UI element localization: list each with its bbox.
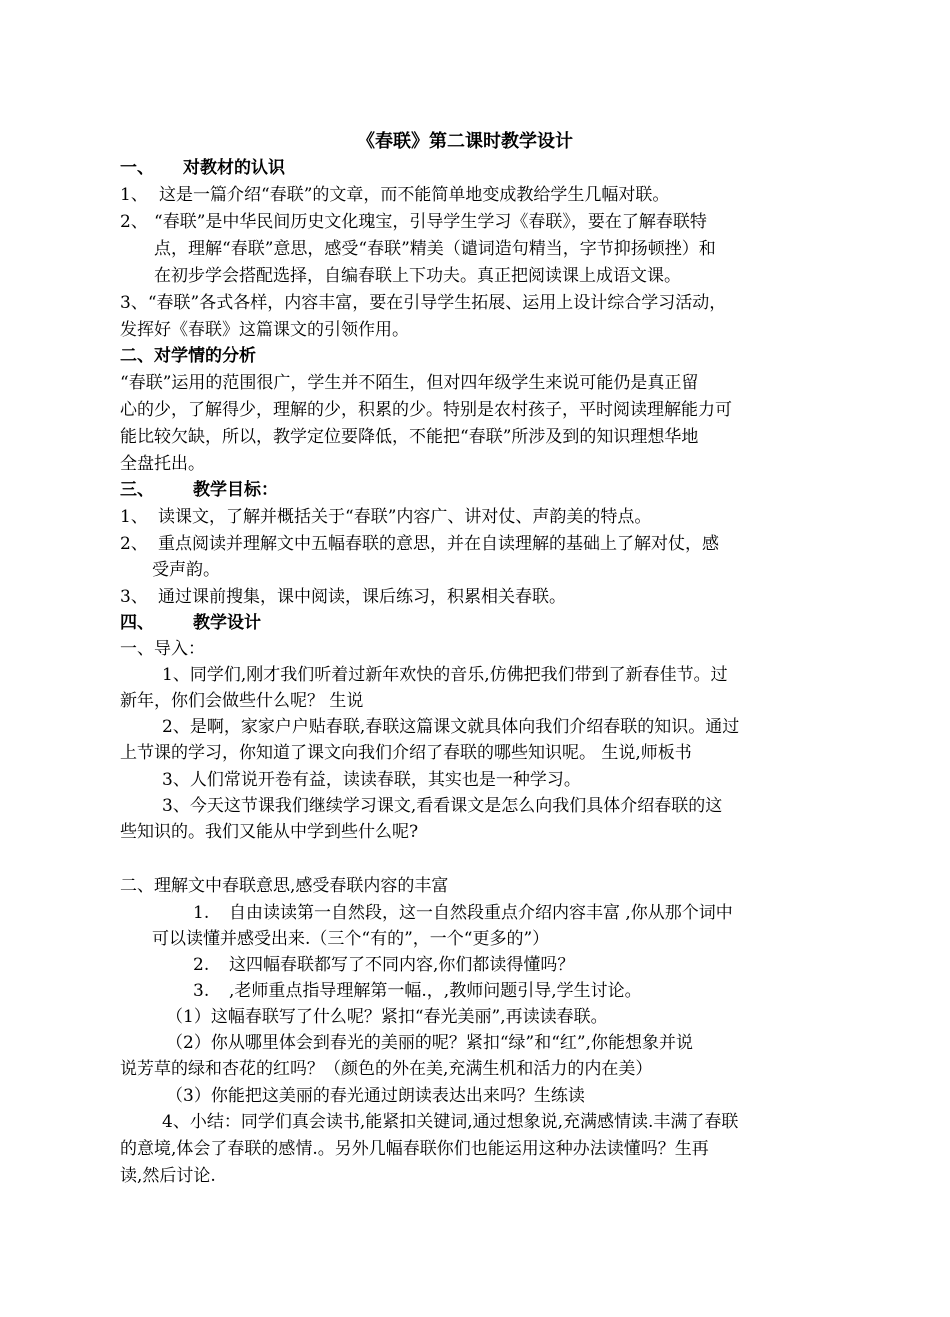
section-1-item-2-line: 点，理解“春联”意思，感受“春联”精美（谴词造句精当，字节抑扬顿挫）和 [154,239,716,259]
section-1-item-3-line: 发挥好《春联》这篇课文的引领作用。 [120,320,409,340]
intro-step-1-line: 1、同学们,刚才我们听着过新年欢快的音乐,仿佛把我们带到了新春佳节。过 [162,665,728,685]
intro-step-4-line: 些知识的。我们又能从中学到些什么呢? [120,822,419,842]
section-1-item-2-line: 在初步学会搭配选择，自编春联上下功夫。真正把阅读课上成语文课。 [154,266,681,286]
section-1-item-3-line: 3、“春联”各式各样，内容丰富，要在引导学生拓展、运用上设计综合学习活动， [120,293,727,313]
numbered-step-1-line: 可以读懂并感受出来.（三个“有的”，一个“更多的”） [152,929,550,949]
section-1-item-1-line: 这是一篇介绍“春联”的文章，而不能简单地变成教给学生几幅对联。 [159,185,670,205]
goal-1-number: 1、 [120,507,148,527]
section-2-paragraph-line: 全盘托出。 [120,454,205,474]
intro-step-1-line: 新年，你们会做些什么呢？ 生说 [120,691,364,711]
goal-2-line: 受声韵。 [152,560,220,580]
section-2-paragraph-line: 心的少，了解得少，理解的少，积累的少。特别是农村孩子，平时阅读理解能力可 [120,400,732,420]
subsection-understanding-heading: 二、理解文中春联意思,感受春联内容的丰富 [120,876,449,896]
goal-3-line: 通过课前搜集，课中阅读，课后练习，积累相关春联。 [158,587,566,607]
goal-2-number: 2、 [120,534,148,554]
section-1-item-1-number: 1、 [120,185,148,205]
section-2-paragraph-line: “春联”运用的范围很广，学生并不陌生，但对四年级学生来说可能仍是真正留 [120,373,699,393]
numbered-step-3-line: ,老师重点指导理解第一幅.，,教师问题引导,学生讨论。 [229,981,642,1001]
section-2-heading: 二、对学情的分析 [120,346,256,366]
intro-step-3-line: 3、人们常说开卷有益，读读春联，其实也是一种学习。 [162,770,581,790]
section-1-heading-number: 一、 [120,158,154,178]
summary-line: 的意境,体会了春联的感情.。另外几幅春联你们也能运用这种办法读懂吗？生再 [120,1139,709,1159]
page-title: 《春联》第二课时教学设计 [357,131,573,152]
intro-step-2-line: 上节课的学习，你知道了课文向我们介绍了春联的哪些知识呢。 生说,师板书 [120,743,692,763]
numbered-step-1-number: 1. [193,903,210,923]
numbered-step-1-line: 自由读读第一自然段，这一自然段重点介绍内容丰富 ,你从那个词中 [229,903,733,923]
section-1-item-2-number: 2、 [120,212,148,232]
summary-line: 4、小结：同学们真会读书,能紧扣关键词,通过想象说,充满感情读.丰满了春联 [162,1112,739,1132]
question-2-line: （2）你从哪里体会到春光的美丽的呢？紧扣“绿”和“红”,你能想象并说 [166,1033,693,1053]
question-3-line: （3）你能把这美丽的春光通过朗读表达出来吗？生练读 [166,1086,585,1106]
section-3-heading-number: 三、 [120,480,154,500]
intro-step-4-line: 3、今天这节课我们继续学习课文,看看课文是怎么向我们具体介绍春联的这 [162,796,723,816]
section-1-item-2-line: “春联”是中华民间历史文化瑰宝，引导学生学习《春联》，要在了解春联特 [154,212,707,232]
section-2-paragraph-line: 能比较欠缺，所以，教学定位要降低，不能把“春联”所涉及到的知识理想华地 [120,427,699,447]
section-4-heading-number: 四、 [120,613,154,633]
section-4-heading: 教学设计 [193,613,261,633]
numbered-step-2-line: 这四幅春联都写了不同内容,你们都读得懂吗？ [229,955,575,975]
question-1-line: （1）这幅春联写了什么呢？紧扣“春光美丽”,再读读春联。 [166,1007,608,1027]
goal-2-line: 重点阅读并理解文中五幅春联的意思，并在自读理解的基础上了解对仗，感 [158,534,719,554]
section-1-heading: 对教材的认识 [183,158,285,178]
intro-step-2-line: 2、是啊，家家户户贴春联,春联这篇课文就具体向我们介绍春联的知识。通过 [162,717,740,737]
question-2-line: 说芳草的绿和杏花的红吗？（颜色的外在美,充满生机和活力的内在美） [120,1059,653,1079]
section-3-heading: 教学目标： [193,480,278,500]
subsection-intro-heading: 一、导入： [120,639,205,659]
summary-line: 读,然后讨论. [120,1166,216,1186]
goal-3-number: 3、 [120,587,148,607]
numbered-step-3-number: 3. [193,981,210,1001]
numbered-step-2-number: 2. [193,955,210,975]
goal-1-line: 读课文，了解并概括关于“春联”内容广、讲对仗、声韵美的特点。 [158,507,652,527]
